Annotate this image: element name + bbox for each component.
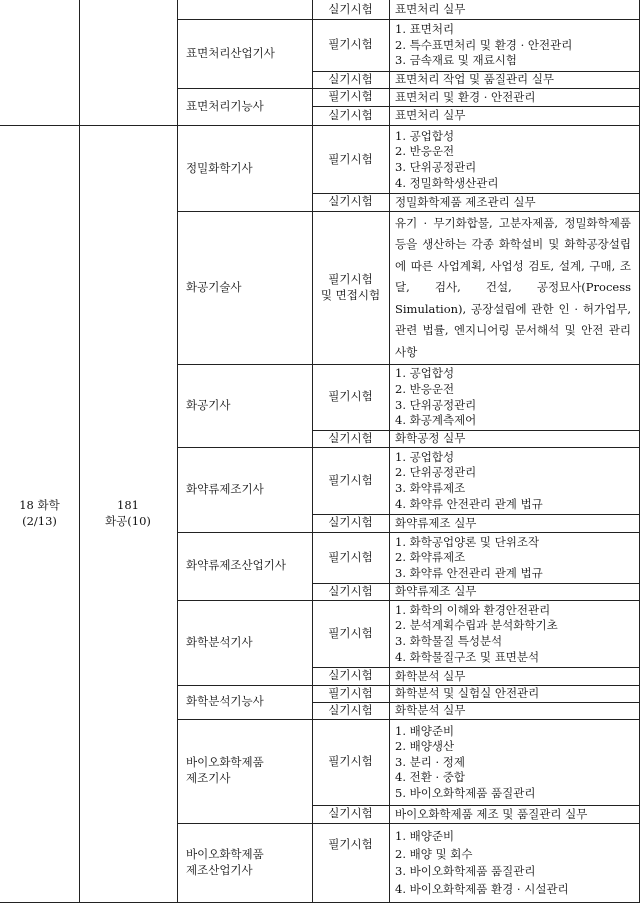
exam-content: 표면처리 작업 및 품질관리 실무	[389, 71, 640, 89]
exam-content-list: 1. 화학공업양론 및 단위조작 2. 화약류제조 3. 화약류 안전관리 관계 법규	[389, 532, 640, 584]
exam-content: 화학분석 실무	[389, 702, 640, 720]
exam-type: 실기시험	[312, 667, 390, 686]
field-count: (2/13)	[22, 514, 57, 528]
exam-type: 필기시험	[312, 19, 390, 72]
exam-type: 실기시험	[312, 430, 390, 448]
exam-content-paragraph: 유기 · 무기화합물, 고분자제품, 정밀화학제품 등을 생산하는 각종 화학설비 및 화학공장설립에 따른 사업계획, 사업성 검토, 설계, 구매, 조달, 검사, 건설, 공정묘사(Process Simulation), 공장설립에 관한 인 · 허가업무, 관련 법률, 엔지니어링 문서해석 및 안전 관리 사항	[389, 211, 640, 365]
qual-name-biochem-engineer: 바이오화학제품 제조기사	[177, 719, 313, 824]
qual-name-biochem-industrial: 바이오화학제품 제조산업기사	[177, 823, 313, 903]
field-cell-prev	[0, 0, 80, 126]
exam-content: 화학공정 실무	[389, 430, 640, 448]
qual-name-explosives-engineer: 화약류제조기사	[177, 447, 313, 533]
exam-type: 필기시험	[312, 447, 390, 515]
exam-type: 실기시험	[312, 514, 390, 533]
exam-type: 필기시험	[312, 88, 390, 107]
exam-content-list: 1. 공업합성 2. 반응운전 3. 단위공정관리 4. 화공계측제어	[389, 364, 640, 431]
exam-content: 화약류제조 실무	[389, 514, 640, 533]
exam-type: 필기시험	[312, 600, 390, 668]
exam-content: 화약류제조 실무	[389, 583, 640, 601]
exam-type: 실기시험	[312, 0, 390, 20]
exam-type: 필기시험	[312, 685, 390, 703]
qual-name-surface-industrial: 표면처리산업기사	[177, 19, 313, 89]
qual-name-chem-engineer: 화공기사	[177, 364, 313, 448]
exam-content-list: 1. 표면처리 2. 특수표면처리 및 환경 · 안전관리 3. 금속재료 및 재료시험	[389, 19, 640, 72]
exam-type: 필기시험	[312, 532, 390, 584]
exam-type: 필기시험	[312, 125, 390, 194]
exam-content: 표면처리 및 환경 · 안전관리	[389, 88, 640, 107]
exam-type: 필기시험 및 면접시험	[312, 211, 390, 365]
field-cell	[0, 125, 80, 903]
subfield-cell	[79, 125, 178, 903]
qual-name-explosives-industrial: 화약류제조산업기사	[177, 532, 313, 601]
exam-content: 화학분석 실무	[389, 667, 640, 686]
qual-name-fine-chem-engineer: 정밀화학기사	[177, 125, 313, 212]
qual-name-surface-craftsman: 표면처리기능사	[177, 88, 313, 126]
exam-content: 바이오화학제품 제조 및 품질관리 실무	[389, 805, 640, 824]
field-name: 18 화학	[19, 498, 60, 513]
exam-type: 실기시험	[312, 71, 390, 89]
exam-content: 표면처리 실무	[389, 106, 640, 126]
subfield-code: 181	[117, 498, 139, 513]
exam-content: 표면처리 실무	[389, 0, 640, 20]
exam-content-list: 1. 공업합성 2. 반응운전 3. 단위공정관리 4. 정밀화학생산관리	[389, 125, 640, 194]
exam-type: 필기시험	[312, 364, 390, 431]
exam-type: 실기시험	[312, 583, 390, 601]
exam-content: 정밀화학제품 제조관리 실무	[389, 193, 640, 212]
exam-type: 필기시험	[312, 719, 390, 806]
qual-name-chem-analysis-engineer: 화학분석기사	[177, 600, 313, 686]
exam-content-list: 1. 배양준비 2. 배양생산 3. 분리 · 정제 4. 전환 · 중합 5. 바이오화학제품 품질관리	[389, 719, 640, 806]
subfield-name: 화공(10)	[105, 514, 151, 528]
exam-type: 실기시험	[312, 106, 390, 126]
exam-type: 실기시험	[312, 805, 390, 824]
exam-type: 필기시험	[312, 823, 390, 903]
qual-name-chem-professional-engineer: 화공기술사	[177, 211, 313, 365]
qual-cell-prev	[177, 0, 313, 20]
exam-content: 화학분석 및 실험실 안전관리	[389, 685, 640, 703]
exam-content-list: 1. 공업합성 2. 단위공정관리 3. 화약류제조 4. 화약류 안전관리 관계 법규	[389, 447, 640, 515]
exam-content-list: 1. 배양준비 2. 배양 및 회수 3. 바이오화학제품 품질관리 4. 바이오화학제품 환경 · 시설관리	[389, 823, 640, 903]
exam-content-list: 1. 화학의 이해와 환경안전관리 2. 분석계획수립과 분석화학기초 3. 화학물질 특성분석 4. 화학물질구조 및 표면분석	[389, 600, 640, 668]
subfield-cell-prev	[79, 0, 178, 126]
qual-name-chem-analysis-craftsman: 화학분석기능사	[177, 685, 313, 720]
exam-type: 실기시험	[312, 193, 390, 212]
exam-type: 실기시험	[312, 702, 390, 720]
